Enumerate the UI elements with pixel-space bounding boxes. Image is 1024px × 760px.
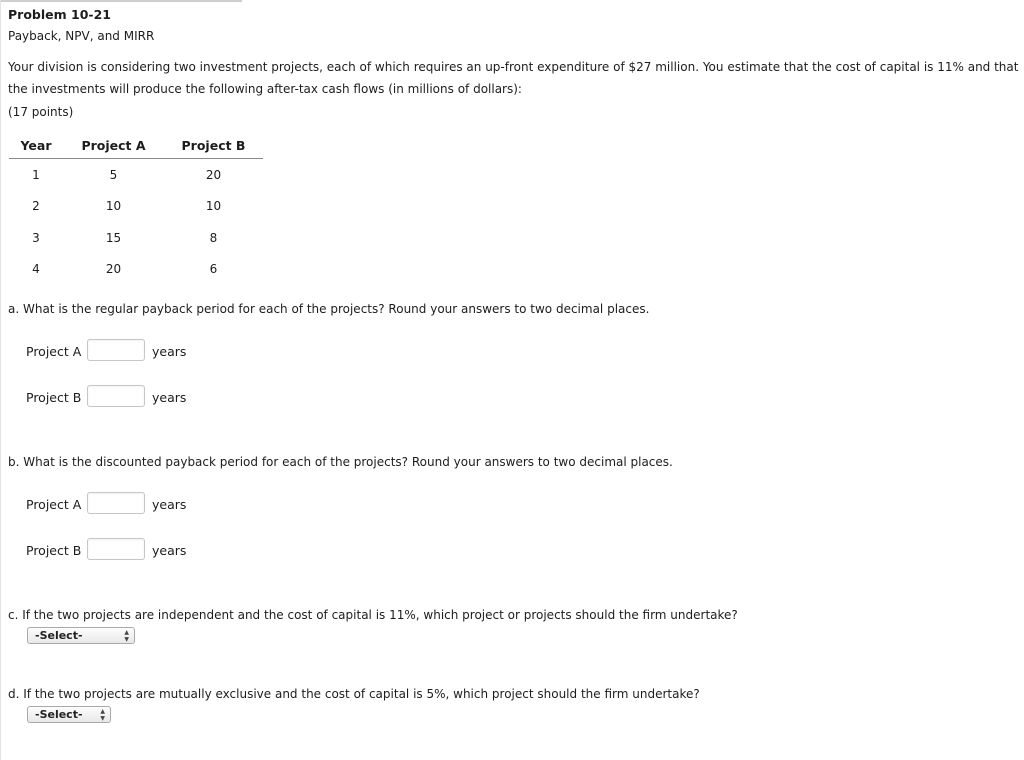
- question-c-select[interactable]: [27, 627, 135, 644]
- project-a-cell: 10: [105, 199, 122, 214]
- question-b-project-b-unit: years: [152, 543, 187, 558]
- question-b-project-b-input[interactable]: [87, 538, 145, 560]
- table-row: [9, 191, 263, 223]
- project-b-cell: 6: [209, 262, 218, 277]
- question-d-select[interactable]: [27, 706, 111, 723]
- chevron-up-down-icon: ▲ ▼: [124, 629, 129, 643]
- question-b-project-a-input[interactable]: [87, 492, 145, 514]
- question-a-project-a-label: Project A: [26, 344, 82, 359]
- project-a-cell: 15: [105, 230, 122, 245]
- points-label: (17 points): [8, 105, 74, 119]
- year-cell: 3: [32, 230, 40, 245]
- problem-title: Problem 10-21: [8, 7, 111, 22]
- problem-subtitle: Payback, NPV, and MIRR: [8, 29, 155, 43]
- year-cell: 1: [32, 167, 40, 182]
- question-c-text: c. If the two projects are independent and the cost of capital is 11%, which project or projects should the firm undertake?: [8, 608, 738, 622]
- left-divider: [0, 0, 1, 760]
- table-header-row: [9, 132, 263, 159]
- question-a-project-b-input[interactable]: [87, 385, 145, 407]
- table-row: [9, 159, 263, 191]
- question-a-project-b-unit: years: [152, 390, 187, 405]
- question-a-project-a-input[interactable]: [87, 339, 145, 361]
- table-row: [9, 222, 263, 254]
- question-a-project-a-unit: years: [152, 344, 187, 359]
- question-d-select-value: -Select-: [35, 708, 83, 721]
- question-a-text: a. What is the regular payback period for each of the projects? Round your answers to two decimal places.: [8, 302, 650, 316]
- question-b-project-b-label: Project B: [26, 543, 82, 558]
- project-b-cell: 20: [205, 167, 222, 182]
- question-a-project-b-label: Project B: [26, 390, 82, 405]
- project-a-cell: 5: [109, 167, 118, 182]
- project-b-cell: 8: [209, 230, 218, 245]
- header-year: Year: [9, 132, 63, 159]
- cash-flow-table: [9, 132, 263, 285]
- project-b-cell: 10: [205, 199, 222, 214]
- header-project-b: Project B: [164, 132, 263, 159]
- year-cell: 2: [32, 199, 40, 214]
- question-b-project-a-label: Project A: [26, 497, 82, 512]
- project-a-cell: 20: [105, 262, 122, 277]
- problem-intro: Your division is considering two investment projects, each of which requires an up-front expenditure of $27 million. You estimate that the cost of capital is 11% and that the investments will produce the following after-tax cash flows (in millions of dollars):: [8, 60, 1019, 96]
- header-project-a: Project A: [63, 132, 164, 159]
- chevron-up-down-icon: ▲ ▼: [100, 708, 105, 722]
- year-cell: 4: [32, 262, 40, 277]
- question-d-text: d. If the two projects are mutually exclusive and the cost of capital is 5%, which project should the firm undertake?: [8, 687, 700, 701]
- question-b-text: b. What is the discounted payback period for each of the projects? Round your answers to two decimal places.: [8, 455, 673, 469]
- question-c-select-value: -Select-: [35, 629, 83, 642]
- top-divider: [0, 0, 242, 2]
- table-row: [9, 254, 263, 286]
- question-b-project-a-unit: years: [152, 497, 187, 512]
